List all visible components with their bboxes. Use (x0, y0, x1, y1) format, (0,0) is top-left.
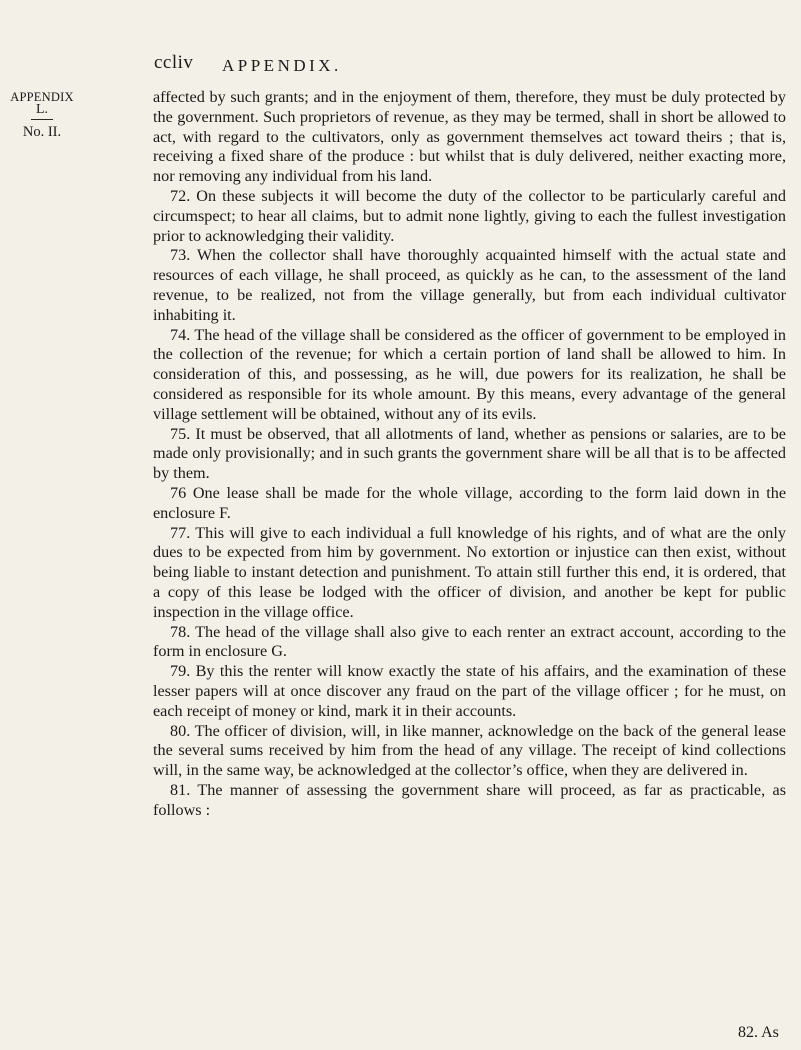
paragraph-continuation: affected by such grants; and in the enjoyment of them, therefore, they must be duly protected by the government. Such proprietors of revenue, as they may be termed, shall in short be allowed to act, with regard to the cultivators, only as government themselves act toward theirs ; that is, receiving a fixed share of the produce : but whilst that is duly delivered, neither exacting more, nor removing any individual from his land. (153, 88, 786, 186)
body-text (153, 88, 786, 820)
page-number: ccliv (154, 52, 194, 73)
margin-rule (31, 119, 53, 120)
paragraph-73: 73. When the collector shall have thoroughly acquainted himself with the actual state and resources of each village, he shall proceed, as quickly as he can, to the assessment of the land revenue, to be realized, not from the village generally, but from each individual cultivator inhabiting it. (153, 246, 786, 324)
paragraph-72: 72. On these subjects it will become the duty of the collector to be particularly careful and circumspect; to hear all claims, but to admit none lightly, giving to each the fullest investigation prior to acknowledging their validity. (153, 186, 786, 245)
paragraph-76: 76 One lease shall be made for the whole village, according to the form laid down in the enclosure F. (153, 483, 786, 522)
paragraph-78: 78. The head of the village shall also give to each renter an extract account, according to the form in enclosure G. (153, 622, 786, 661)
margin-note (10, 90, 74, 140)
paragraph-75: 75. It must be observed, that all allotments of land, whether as pensions or salaries, are to be made only provisionally; and in such grants the government share will be all that is to be affected by them. (153, 424, 786, 483)
paragraph-81: 81. The manner of assessing the government share will proceed, as far as practicable, as follows : (153, 780, 786, 819)
running-head (0, 52, 801, 82)
running-title: APPENDIX. (222, 56, 342, 75)
paragraph-80: 80. The officer of division, will, in like manner, acknowledge on the back of the general lease the several sums received by him from the head of any village. The receipt of kind collections will, in the same way, be acknowledged at the collector’s office, when they are delivered in. (153, 721, 786, 780)
paragraph-79: 79. By this the renter will know exactly the state of his affairs, and the examination of these lesser papers will at once discover any fraud on the part of the village officer ; for he must, on each receipt of money or kind, mark it in their accounts. (153, 662, 786, 720)
appendix-label: APPENDIX (10, 90, 74, 104)
document-number: No. II. (22, 124, 62, 140)
catchword: 82. As (738, 1024, 779, 1041)
paragraph-77: 77. This will give to each individual a full knowledge of his rights, and of what are the only dues to be expected from him by government. No extortion or injustice can then exist, without being liable to instant detection and punishment. To attain still further this end, it is ordered, that a copy of this lease be lodged with the officer of division, and another be kept for public inspection in the village office. (153, 523, 786, 621)
paragraph-74: 74. The head of the village shall be considered as the officer of government to be employed in the collection of the revenue; for which a certain portion of land shall be allowed to him. In consideration of this, and possessing, as he will, due powers for its realization, he shall be considered as responsible for its whole amount. By this means, every advantage of the general village settlement will be obtained, without any of its evils. (153, 325, 786, 423)
appendix-letter: L. (35, 102, 49, 117)
